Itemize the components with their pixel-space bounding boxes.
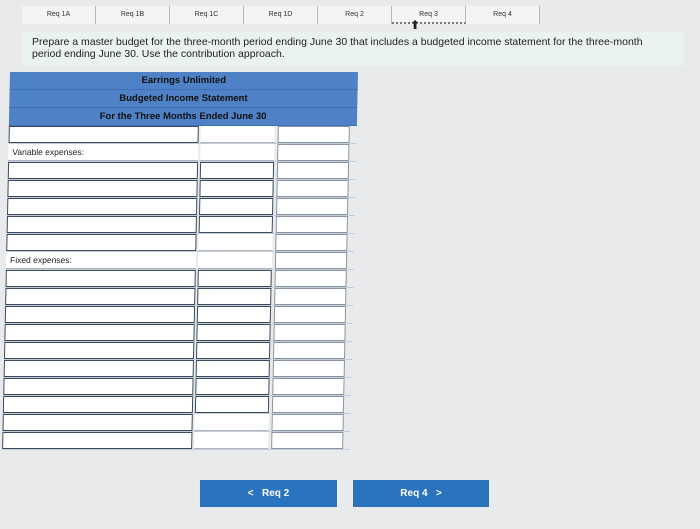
next-req-label: Req 4: [400, 488, 428, 499]
chevron-right-icon: >: [435, 488, 442, 499]
tab-req-1d[interactable]: Req 1D: [244, 6, 318, 24]
table-row: [5, 270, 353, 288]
row-label-input[interactable]: [4, 360, 194, 377]
row-label-input[interactable]: [6, 234, 196, 251]
tab-req-1c[interactable]: Req 1C: [170, 6, 244, 24]
total-input[interactable]: [274, 306, 346, 323]
row-label-input[interactable]: [9, 126, 199, 143]
total-input[interactable]: [271, 414, 343, 431]
requirement-tabs: [22, 6, 540, 24]
tab-req-2[interactable]: Req 2: [318, 6, 392, 24]
amount-cell: [194, 414, 268, 431]
amount-cell: [194, 432, 268, 449]
amount-input[interactable]: [200, 162, 274, 179]
table-row: [8, 126, 356, 144]
amount-input[interactable]: [196, 324, 270, 341]
amount-input[interactable]: [195, 378, 269, 395]
total-input[interactable]: [274, 270, 346, 287]
amount-input[interactable]: [196, 342, 270, 359]
table-row: [7, 180, 355, 198]
table-row: [6, 234, 354, 252]
tab-req-1a[interactable]: Req 1A: [22, 6, 96, 24]
total-input[interactable]: [275, 252, 347, 269]
table-row: [8, 162, 356, 180]
amount-cell: [201, 126, 275, 143]
row-label-input[interactable]: [4, 324, 194, 341]
total-input[interactable]: [274, 288, 346, 305]
total-input[interactable]: [277, 162, 349, 179]
tab-req-1b[interactable]: Req 1B: [96, 6, 170, 24]
amount-input[interactable]: [199, 198, 273, 215]
statement-title: Budgeted Income Statement: [9, 90, 357, 108]
section-label-variable: Variable expenses:: [8, 144, 198, 161]
total-input[interactable]: [277, 144, 349, 161]
total-input[interactable]: [276, 198, 348, 215]
amount-cell: [198, 234, 272, 251]
total-input[interactable]: [273, 324, 345, 341]
total-input[interactable]: [275, 234, 347, 251]
row-label-input[interactable]: [7, 198, 197, 215]
amount-cell: [200, 144, 274, 161]
total-input[interactable]: [278, 126, 350, 143]
section-label-fixed: Fixed expenses:: [6, 252, 196, 269]
total-input[interactable]: [273, 360, 345, 377]
amount-input[interactable]: [199, 216, 273, 233]
tab-req-3[interactable]: Req 3: [392, 6, 466, 24]
next-req-button[interactable]: [353, 480, 489, 507]
table-row: [2, 414, 350, 432]
total-input[interactable]: [276, 216, 348, 233]
row-label-input[interactable]: [8, 162, 198, 179]
row-label-input[interactable]: [2, 432, 192, 449]
table-row: [7, 216, 355, 234]
row-label-input[interactable]: [2, 414, 192, 431]
row-label-input[interactable]: [3, 396, 193, 413]
row-label-input[interactable]: [5, 306, 195, 323]
total-input[interactable]: [276, 180, 348, 197]
income-statement-sheet: [2, 72, 358, 472]
row-label-input[interactable]: [3, 378, 193, 395]
amount-input[interactable]: [197, 306, 271, 323]
row-label-input[interactable]: [7, 180, 197, 197]
table-row: [5, 306, 353, 324]
amount-input[interactable]: [197, 270, 271, 287]
table-row: [2, 432, 350, 450]
mouse-cursor-icon: ⬆: [410, 18, 421, 32]
total-input[interactable]: [271, 432, 343, 449]
tab-req-4[interactable]: Req 4: [466, 6, 540, 24]
table-row: [5, 288, 353, 306]
row-label-input[interactable]: [4, 342, 194, 359]
table-row: [3, 396, 351, 414]
table-row: [6, 252, 354, 270]
table-row: [4, 360, 352, 378]
prev-req-label: Req 2: [261, 488, 290, 499]
row-label-input[interactable]: [5, 270, 195, 287]
instructions-text: Prepare a master budget for the three-month period ending June 30 that includes a budgeted income statement for the three-month period ending June 30. Use the contribution approach.: [22, 32, 684, 66]
total-input[interactable]: [272, 396, 344, 413]
row-label-input[interactable]: [7, 216, 197, 233]
table-row: [4, 324, 352, 342]
company-name: Earrings Unlimited: [10, 72, 358, 90]
row-label-input[interactable]: [5, 288, 195, 305]
amount-cell: [198, 252, 272, 269]
total-input[interactable]: [273, 342, 345, 359]
table-row: [3, 378, 351, 396]
amount-input[interactable]: [195, 396, 269, 413]
prev-req-button[interactable]: [200, 480, 337, 507]
total-input[interactable]: [272, 378, 344, 395]
chevron-left-icon: <: [247, 488, 254, 499]
statement-period: For the Three Months Ended June 30: [9, 108, 357, 126]
amount-input[interactable]: [199, 180, 273, 197]
table-row: [4, 342, 352, 360]
table-row: [8, 144, 356, 162]
amount-input[interactable]: [196, 360, 270, 377]
table-row: [7, 198, 355, 216]
amount-input[interactable]: [197, 288, 271, 305]
